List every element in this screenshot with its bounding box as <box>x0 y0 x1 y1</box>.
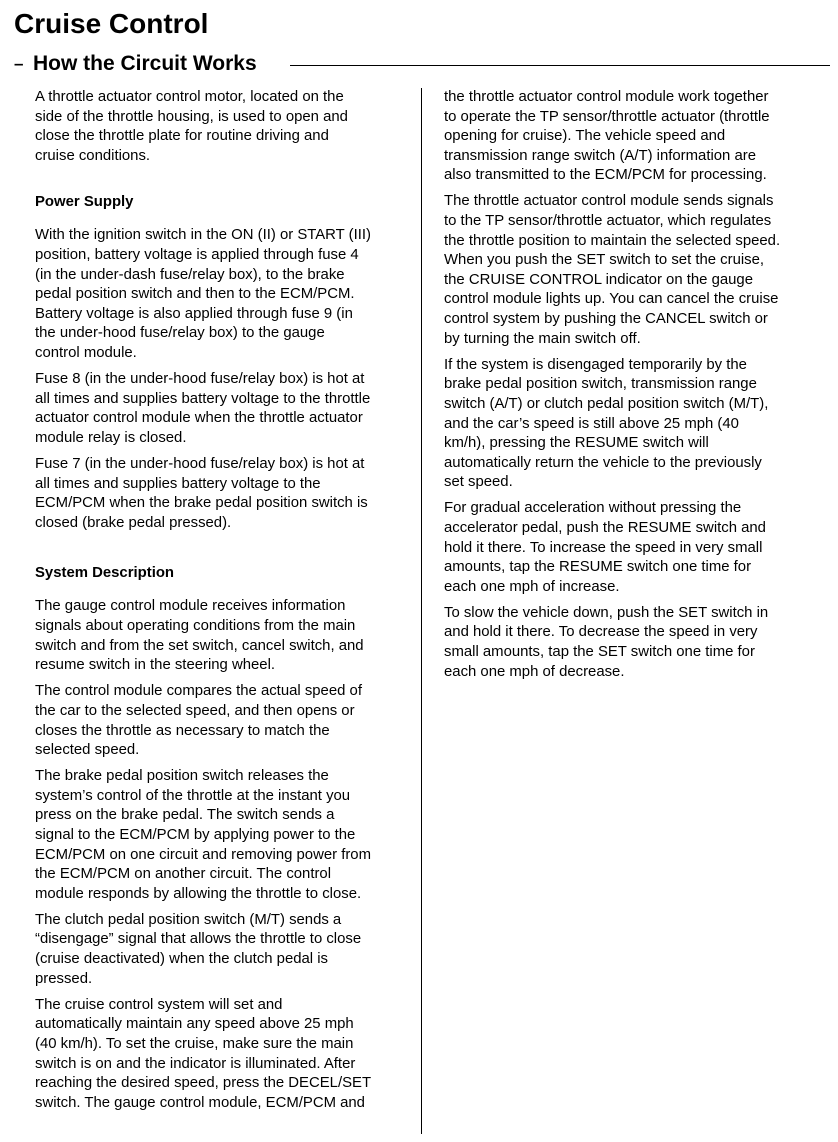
right-paragraph-4: For gradual acceleration without pressing the accelerator pedal, push the RESUME switch and hold it there. To increase the speed in very small amounts, tap the RESUME switch one time for each one mph of increase. <box>444 500 766 595</box>
column-divider <box>421 88 422 1134</box>
page-title: Cruise Control <box>14 8 209 39</box>
section-dash: – <box>14 54 24 73</box>
system-description-paragraph-5: The cruise control system will set and automatically maintain any speed above 25 mph (40 km/h). To set the cruise, make sure the main switch is on and the indicator is illuminated. After reaching the desired speed, press the DECEL/SET switch. The gauge control module, ECM/PCM and <box>35 996 372 1111</box>
system-description-paragraph-2: The control module compares the actual speed of the car to the selected speed, and then opens or closes the throttle as necessary to match the selected speed. <box>35 683 362 759</box>
system-description-paragraph-3: The brake pedal position switch releases the system’s control of the throttle at the instant you press on the brake pedal. The switch sends a signal to the ECM/PCM by applying power to the ECM/PCM on one circuit and removing power from the ECM/PCM on another circuit. The control module responds by allowing the throttle to close. <box>35 768 371 902</box>
right-paragraph-1: the throttle actuator control module work together to operate the TP sensor/throttle actuator (throttle opening for cruise). The vehicle speed and transmission range switch (A/T) information are also transmitted to the ECM/PCM for processing. <box>444 89 770 184</box>
section-header <box>14 50 830 78</box>
system-description-heading: System Description <box>35 564 175 581</box>
left-column <box>35 88 371 1120</box>
right-paragraph-3: If the system is disengaged temporarily by the brake pedal position switch, transmission range switch (A/T) or clutch pedal position switch (M/T), and the car’s speed is still above 25 mph (40 km/h), pressing the RESUME switch will automatically return the vehicle to the previously set speed. <box>444 356 769 491</box>
system-description-paragraph-1: The gauge control module receives information signals about operating conditions from the main switch and from the set switch, cancel switch, and resume switch in the steering wheel. <box>35 598 364 674</box>
right-paragraph-2: The throttle actuator control module sends signals to the TP sensor/throttle actuator, which regulates the throttle position to maintain the selected speed. When you push the SET switch to set the cruise, the CRUISE CONTROL indicator on the gauge control module lights up. You can cancel the cruise control system by pushing the CANCEL switch or by turning the main switch off. <box>444 193 781 347</box>
section-title: How the Circuit Works <box>33 52 257 75</box>
power-supply-heading: Power Supply <box>35 193 134 210</box>
header-rule <box>290 65 830 66</box>
power-supply-paragraph-3: Fuse 7 (in the under-hood fuse/relay box) is hot at all times and supplies battery voltage to the ECM/PCM when the brake pedal position switch is closed (brake pedal pressed). <box>35 456 368 531</box>
right-column <box>444 88 780 689</box>
intro-paragraph: A throttle actuator control motor, located on the side of the throttle housing, is used to open and close the throttle plate for routine driving and cruise conditions. <box>35 89 348 164</box>
power-supply-paragraph-1: With the ignition switch in the ON (II) or START (III) position, battery voltage is applied through fuse 4 (in the under-dash fuse/relay box), to the brake pedal position switch and then to the ECM/PCM. Battery voltage is also applied through fuse 9 (in the under-hood fuse/relay box) to the gauge control module. <box>35 227 371 362</box>
system-description-paragraph-4: The clutch pedal position switch (M/T) sends a “disengage” signal that allows the throttle to close (cruise deactivated) when the clutch pedal is pressed. <box>35 911 362 987</box>
power-supply-paragraph-2: Fuse 8 (in the under-hood fuse/relay box) is hot at all times and supplies battery voltage to the throttle actuator control module when the throttle actuator module relay is closed. <box>35 371 371 446</box>
right-paragraph-5: To slow the vehicle down, push the SET switch in and hold it there. To decrease the speed in very small amounts, tap the SET switch one time for each one mph of decrease. <box>444 604 769 680</box>
